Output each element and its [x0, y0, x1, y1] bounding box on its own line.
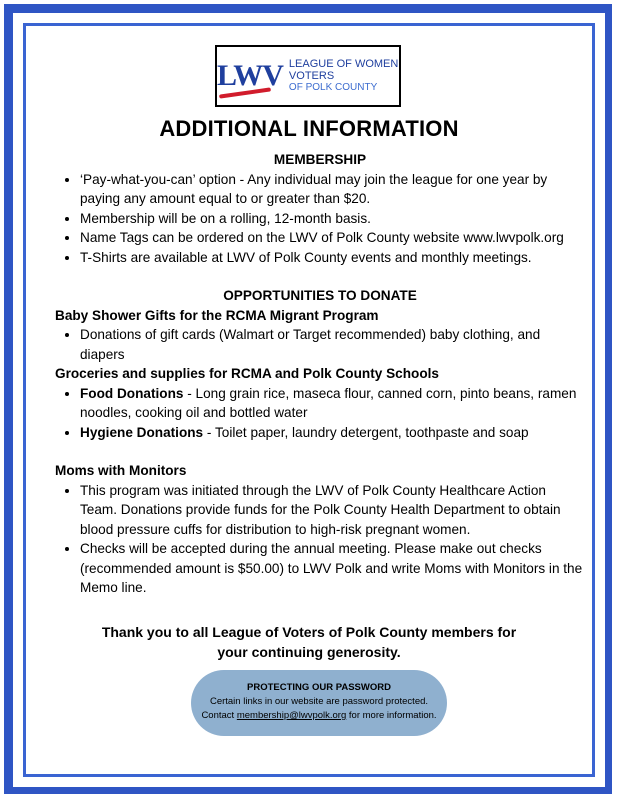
list-item: • Name Tags can be ordered on the LWV of Polk County website www.lwvpolk.org: [80, 228, 585, 248]
password-line1: Certain links in our website are password protected.: [209, 696, 429, 707]
contact-prefix: Contact: [201, 710, 237, 721]
logo-mark-text: LWV: [217, 59, 283, 92]
main-content: [55, 150, 585, 598]
thanks-line2: your continuing generosity.: [217, 644, 401, 660]
groceries-heading: Groceries and supplies for RCMA and Polk County Schools: [55, 366, 439, 381]
food-label: Food Donations: [80, 385, 184, 401]
hygiene-text: - Toilet paper, laundry detergent, toothpaste and soap: [203, 424, 529, 440]
password-notice: [191, 670, 447, 736]
list-item: • ‘Pay-what-you-can’ option - Any individual may join the league for one year by paying any amount equal to or greater than $20.: [80, 170, 585, 209]
list-item: • This program was initiated through the LWV of Polk County Healthcare Action Team. Donations provide funds for the Polk County Health Department to obtain blood pressure cuffs for distribution to high-risk pregnant women.: [80, 481, 585, 540]
list-item: [80, 384, 585, 423]
lwv-logo: [215, 45, 401, 107]
donate-heading: OPPORTUNITIES TO DONATE: [223, 288, 417, 303]
list-item: • T-Shirts are available at LWV of Polk County events and monthly meetings.: [80, 248, 585, 268]
page-title: ADDITIONAL INFORMATION: [159, 116, 459, 141]
logo-mark: [217, 59, 283, 93]
list-item: • Checks will be accepted during the annual meeting. Please make out checks (recommended amount is $50.00) to LWV Polk and write Moms with Monitors in the Memo line.: [80, 539, 585, 598]
logo-line1: LEAGUE OF WOMEN VOTERS: [288, 58, 399, 82]
membership-list: [55, 170, 585, 268]
moms-list: [55, 481, 585, 598]
membership-heading: MEMBERSHIP: [273, 152, 367, 167]
password-contact: [191, 709, 447, 723]
logo-line2: OF POLK COUNTY: [288, 82, 378, 93]
baby-shower-list: [55, 325, 585, 364]
moms-heading: Moms with Monitors: [55, 463, 187, 478]
logo-text: [289, 58, 399, 94]
thanks-message: [80, 622, 538, 662]
groceries-list: [55, 384, 585, 443]
list-item: [80, 423, 585, 443]
contact-suffix: for more information.: [346, 710, 437, 721]
email-link[interactable]: membership@lwvpolk.org: [236, 710, 347, 721]
baby-shower-heading: Baby Shower Gifts for the RCMA Migrant Program: [55, 307, 379, 323]
list-item: • Donations of gift cards (Walmart or Target recommended) baby clothing, and diapers: [80, 325, 585, 364]
hygiene-label: Hygiene Donations: [80, 424, 204, 440]
food-text: - Long grain rice, maseca flour, canned corn, pinto beans, ramen noodles, cooking oil and bottled water: [80, 385, 577, 420]
list-item: • Membership will be on a rolling, 12-month basis.: [80, 209, 585, 229]
password-title: PROTECTING OUR PASSWORD: [247, 682, 391, 693]
thanks-line1: Thank you to all League of Voters of Polk County members for: [101, 624, 517, 640]
